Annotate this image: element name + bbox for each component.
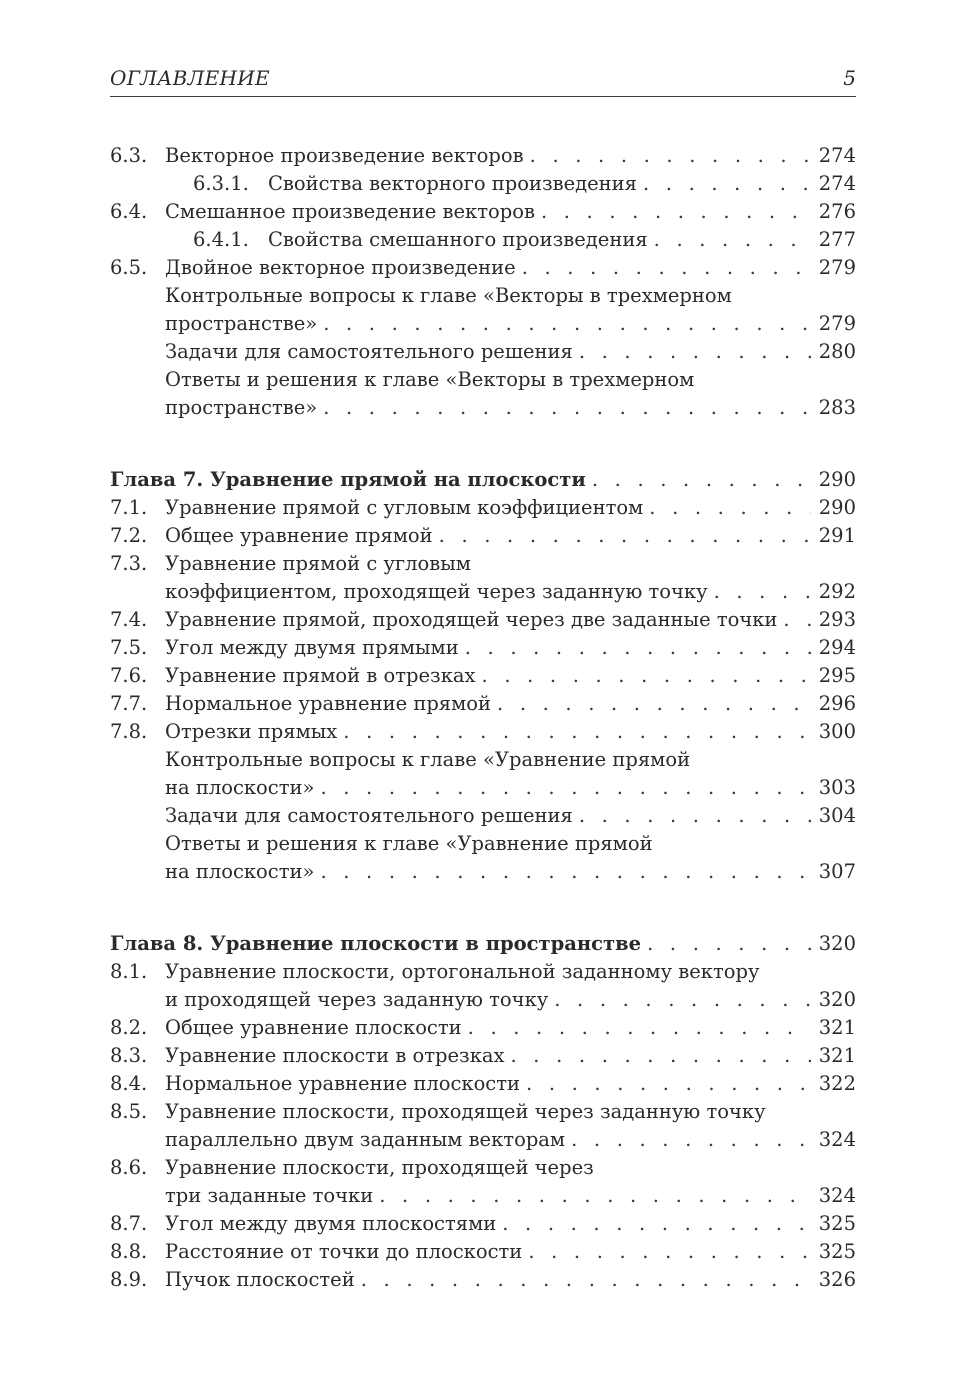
entry-number: 8.7. [110,1212,148,1235]
dot-leader [783,606,810,634]
entry-number: 8.3. [110,1044,148,1067]
dot-leader [379,1182,811,1210]
entry-page-number: 292 [818,580,856,603]
entry-title: Уравнение прямой с угловым [165,552,471,575]
entry-page-number [848,282,856,310]
entry-page-number: 304 [818,804,856,827]
entry-number: 6.3. [110,144,148,167]
toc-entry[interactable] [110,142,856,170]
entry-title: Глава 7. Уравнение прямой на плоскости [110,468,586,491]
entry-title: Векторное произведение векторов [165,144,524,167]
entry-title: Общее уравнение плоскости [165,1016,462,1039]
dot-leader [343,718,810,746]
entry-title: пространстве» [165,396,318,419]
section-gap [110,886,856,930]
section-gap [110,422,856,466]
entry-number: 7.4. [110,608,148,631]
toc-entry[interactable] [110,634,856,662]
entry-page-number [848,746,856,774]
entry-page-number: 325 [818,1212,856,1235]
entry-title: пространстве» [165,312,318,335]
entry-title: на плоскости» [165,776,315,799]
dot-leader [465,634,811,662]
toc-entry[interactable] [110,718,856,746]
toc-entry[interactable] [110,198,856,226]
entry-title: Смешанное произведение векторов [165,200,535,223]
toc-entry[interactable] [110,1042,856,1070]
dot-leader [579,338,811,366]
entry-title: Двойное векторное произведение [165,256,516,279]
entry-title: Уравнение плоскости, проходящей через [165,1156,594,1179]
dot-leader [700,366,848,394]
toc-entry[interactable] [110,1238,856,1266]
entry-page-number: 307 [818,860,856,883]
toc-entry[interactable] [110,1126,856,1154]
dot-leader [649,494,810,522]
entry-page-number [848,830,856,858]
entry-title: и проходящей через заданную точку [165,988,549,1011]
dot-leader [320,774,810,802]
table-of-contents [110,142,856,1294]
header-title: ОГЛАВЛЕНИЕ [110,66,270,90]
toc-chapter-entry[interactable] [110,466,856,494]
entry-number: 6.4.1. [193,228,249,251]
toc-entry[interactable] [110,494,856,522]
dot-leader [643,170,811,198]
entry-number: 8.1. [110,960,148,983]
dot-leader [738,282,848,310]
toc-entry[interactable] [110,1210,856,1238]
entry-title: Уравнение плоскости, проходящей через заданную точку [165,1100,766,1123]
entry-title: Задачи для самостоятельного решения [165,340,573,363]
entry-page-number: 320 [818,932,856,955]
dot-leader [528,1238,810,1266]
header-page-number: 5 [843,66,856,90]
entry-page-number [848,550,856,578]
entry-number: 7.6. [110,664,148,687]
entry-number: 7.3. [110,552,148,575]
dot-leader [592,466,811,494]
dot-leader [541,198,811,226]
entry-page-number: 295 [818,664,856,687]
entry-number: 6.3.1. [193,172,249,195]
toc-entry[interactable] [110,802,856,830]
toc-entry[interactable] [110,282,856,310]
entry-number: 8.4. [110,1072,148,1095]
dot-leader [526,1070,811,1098]
entry-number: 6.4. [110,200,148,223]
toc-entry[interactable] [110,858,856,886]
dot-leader [714,578,811,606]
entry-title: Угол между двумя плоскостями [165,1212,497,1235]
toc-entry[interactable] [110,746,856,774]
entry-title: Глава 8. Уравнение плоскости в пространстве [110,932,642,955]
toc-entry[interactable] [110,1098,856,1126]
toc-entry[interactable] [110,338,856,366]
toc-entry[interactable] [110,830,856,858]
entry-title: Свойства векторного произведения [268,172,637,195]
toc-entry[interactable] [110,662,856,690]
entry-title: Угол между двумя прямыми [165,636,459,659]
dot-leader [497,690,811,718]
entry-page-number: 326 [818,1268,856,1291]
dot-leader [530,142,811,170]
toc-entry[interactable] [110,366,856,394]
entry-page-number: 290 [818,468,856,491]
entry-page-number: 277 [818,228,856,251]
entry-page-number [848,1154,856,1182]
entry-page-number: 280 [818,340,856,363]
entry-title: Уравнение плоскости в отрезках [165,1044,505,1067]
dot-leader [696,746,848,774]
toc-entry[interactable] [110,394,856,422]
toc-entry[interactable] [110,1154,856,1182]
entry-title: Общее уравнение прямой [165,524,433,547]
entry-title: Уравнение прямой в отрезках [165,664,476,687]
entry-number: 8.5. [110,1100,148,1123]
dot-leader [439,522,811,550]
entry-title: Пучок плоскостей [165,1268,355,1291]
entry-number: 7.8. [110,720,148,743]
dot-leader [361,1266,811,1294]
entry-page-number: 300 [818,720,856,743]
entry-title: Контрольные вопросы к главе «Векторы в трехмерном [165,284,732,307]
entry-page-number: 321 [818,1044,856,1067]
dot-leader [323,310,811,338]
entry-title: Задачи для самостоятельного решения [165,804,573,827]
dot-leader [765,958,848,986]
entry-title: Ответы и решения к главе «Векторы в трехмерном [165,368,695,391]
entry-page-number: 321 [818,1016,856,1039]
entry-page-number: 294 [818,636,856,659]
entry-title: Уравнение прямой, проходящей через две заданные точки [165,608,778,631]
toc-entry[interactable] [110,958,856,986]
entry-page-number: 290 [818,496,856,519]
dot-leader [502,1210,811,1238]
dot-leader [511,1042,811,1070]
toc-entry[interactable] [110,1266,856,1294]
toc-entry[interactable] [110,522,856,550]
dot-leader [482,662,811,690]
toc-entry[interactable] [110,690,856,718]
toc-entry[interactable] [110,226,856,254]
toc-entry[interactable] [110,1014,856,1042]
entry-number: 8.6. [110,1156,148,1179]
entry-page-number: 324 [818,1184,856,1207]
entry-title: Нормальное уравнение плоскости [165,1072,521,1095]
entry-page-number: 325 [818,1240,856,1263]
toc-entry[interactable] [110,774,856,802]
toc-entry[interactable] [110,606,856,634]
entry-page-number: 324 [818,1128,856,1151]
entry-title: Расстояние от точки до плоскости [165,1240,523,1263]
entry-page-number: 276 [818,200,856,223]
toc-entry[interactable] [110,986,856,1014]
entry-page-number: 274 [818,144,856,167]
dot-leader [554,986,811,1014]
toc-entry[interactable] [110,1070,856,1098]
entry-page-number: 283 [818,396,856,419]
entry-title: Нормальное уравнение прямой [165,692,492,715]
entry-page-number: 293 [818,608,856,631]
entry-title: Свойства смешанного произведения [268,228,648,251]
entry-number: 7.7. [110,692,148,715]
entry-title: коэффициентом, проходящей через заданную точку [165,580,708,603]
entry-page-number: 303 [818,776,856,799]
dot-leader [571,1126,811,1154]
entry-number: 8.9. [110,1268,148,1291]
entry-page-number: 320 [818,988,856,1011]
running-header [110,62,856,97]
dot-leader [659,830,848,858]
entry-page-number: 291 [818,524,856,547]
toc-entry[interactable] [110,550,856,578]
toc-entry[interactable] [110,1182,856,1210]
entry-number: 6.5. [110,256,148,279]
entry-page-number: 279 [818,312,856,335]
entry-page-number [848,366,856,394]
entry-title: Ответы и решения к главе «Уравнение прямой [165,832,653,855]
toc-chapter-entry[interactable] [110,930,856,958]
dot-leader [522,254,811,282]
toc-entry[interactable] [110,254,856,282]
entry-page-number: 322 [818,1072,856,1095]
entry-page-number: 279 [818,256,856,279]
dot-leader [468,1014,811,1042]
dot-leader [772,1098,848,1126]
entry-title: Контрольные вопросы к главе «Уравнение прямой [165,748,691,771]
entry-title: Уравнение прямой с угловым коэффициентом [165,496,644,519]
dot-leader [323,394,811,422]
dot-leader [320,858,810,886]
entry-title: на плоскости» [165,860,315,883]
toc-entry[interactable] [110,310,856,338]
entry-number: 8.2. [110,1016,148,1039]
dot-leader [600,1154,848,1182]
dot-leader [579,802,811,830]
entry-title: три заданные точки [165,1184,374,1207]
entry-page-number [848,1098,856,1126]
dot-leader [477,550,848,578]
entry-page-number: 274 [818,172,856,195]
entry-page-number: 296 [818,692,856,715]
dot-leader [654,226,811,254]
toc-entry[interactable] [110,170,856,198]
entry-title: Отрезки прямых [165,720,338,743]
toc-entry[interactable] [110,578,856,606]
entry-number: 8.8. [110,1240,148,1263]
entry-number: 7.1. [110,496,148,519]
entry-number: 7.5. [110,636,148,659]
entry-number: 7.2. [110,524,148,547]
entry-page-number [848,958,856,986]
dot-leader [647,930,811,958]
entry-title: параллельно двум заданным векторам [165,1128,566,1151]
entry-title: Уравнение плоскости, ортогональной заданному вектору [165,960,760,983]
